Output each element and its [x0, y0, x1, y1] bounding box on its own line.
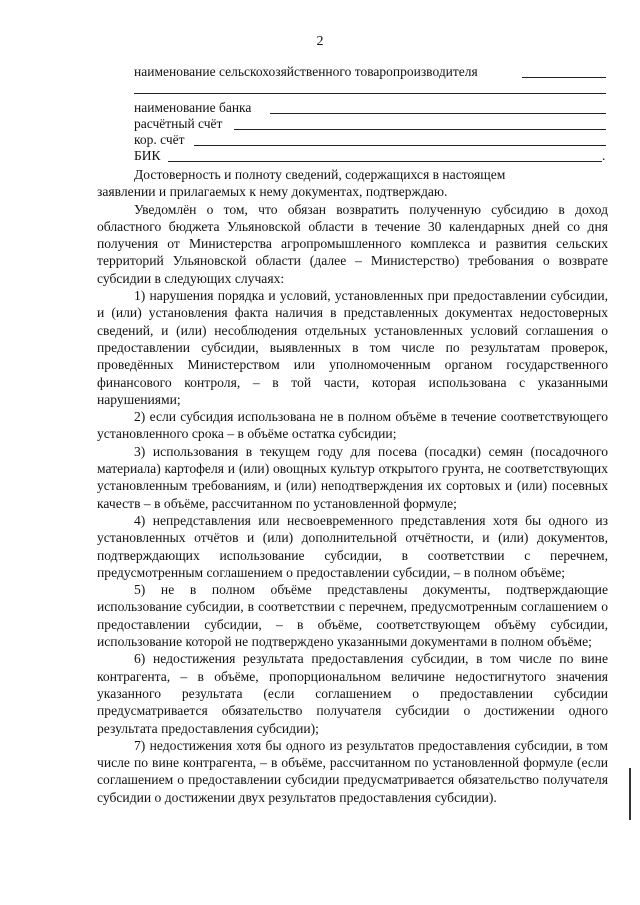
settlement-account-fill-line — [234, 129, 606, 130]
case-item-3: 3) использования в текущем году для посева (посадки) семян (посадочного материала) картофеля и (или) овощных культур открытого грунта, не соответствующих установленным требованиям, и (или) неподтверждения их сортовых и (или) посевных качеств – в объёме, рассчитанном по установленной формуле; — [97, 443, 608, 511]
bank-name-fill-line — [270, 113, 606, 114]
case-item-2: 2) если субсидия использована не в полном объёме в течение соответствующего установленного срока – в объёме остатка субсидии; — [97, 409, 608, 442]
bik-label: БИК — [134, 148, 161, 163]
producer-name-label: наименование сельскохозяйственного товаропроизводителя — [134, 64, 478, 79]
scan-edge-mark — [629, 768, 631, 820]
corr-account-fill-line — [194, 145, 606, 146]
case-item-4: 4) непредставления или несвоевременного представления хотя бы одного из установленных отчётов и (или) дополнительной отчётности, и (или) документов, подтверждающих использование субсидии, в соответствии с перечнем, предусмотренным соглашением о предоставлении субсидии, – в полном объёме; — [97, 512, 608, 580]
case-item-6: 6) недостижения результата предоставления субсидии, в том числе по вине контрагента, – в объёме, пропорциональном величине недостигнутого значения указанного результата (если соглашением о предоставлении субсидии предусматривается обязательство получателя субсидии о достижении одного результата предоставления субсидии); — [97, 651, 608, 736]
producer-name-continuation-line — [134, 93, 606, 94]
settlement-account-label: расчётный счёт — [134, 116, 223, 131]
reliability-paragraph-first-line: Достоверность и полноту сведений, содержащихся в настоящем — [134, 167, 506, 182]
refund-notice-paragraph: Уведомлён о том, что обязан возвратить полученную субсидию в доход областного бюджета Ульяновской области в течение 30 календарных дней со дня получения от Министерства агропромышленного комплекса и развития сельских территорий Ульяновской области (далее – Министерство) требования о возврате субсидии в следующих случаях: — [97, 201, 608, 286]
case-item-5: 5) не в полном объёме представлены документы, подтверждающие использование субсидии, в соответствии с перечнем, предусмотренным соглашением о предоставлении субсидии, – в объёме, соответствующем объёму субсидии, использование которой не подтверждено указанными документами в полном объёме; — [97, 582, 608, 650]
statement-body — [97, 166, 608, 806]
reliability-paragraph: заявлении и прилагаемых к нему документах, подтверждаю. — [97, 184, 448, 200]
page-number: 2 — [316, 34, 324, 49]
corr-account-label: кор. счёт — [134, 132, 185, 147]
bik-fill-line — [168, 161, 602, 162]
case-item-7: 7) недостижения хотя бы одного из результатов предоставления субсидии, в том числе по вине контрагента, – в объёме, рассчитанном по установленной формуле (если соглашением о предоставлении субсидии предусматривается обязательство получателя субсидии о достижении двух результатов предоставления субсидии). — [97, 737, 608, 805]
case-item-1: 1) нарушения порядка и условий, установленных при предоставлении субсидии, и (или) установления факта наличия в представленных документах недостоверных сведений, и (или) несоблюдения отдельных установленных условий соглашения о предоставлении субсидии, выявленных в том числе по результатам проверок, проведённых Министерством или уполномоченным органом государственного финансового контроля, – в той части, которая использована с указанными нарушениями; — [97, 288, 608, 407]
bank-name-label: наименование банка — [134, 100, 252, 115]
producer-name-fill-line — [522, 77, 606, 78]
bik-end-mark: . — [602, 148, 606, 163]
